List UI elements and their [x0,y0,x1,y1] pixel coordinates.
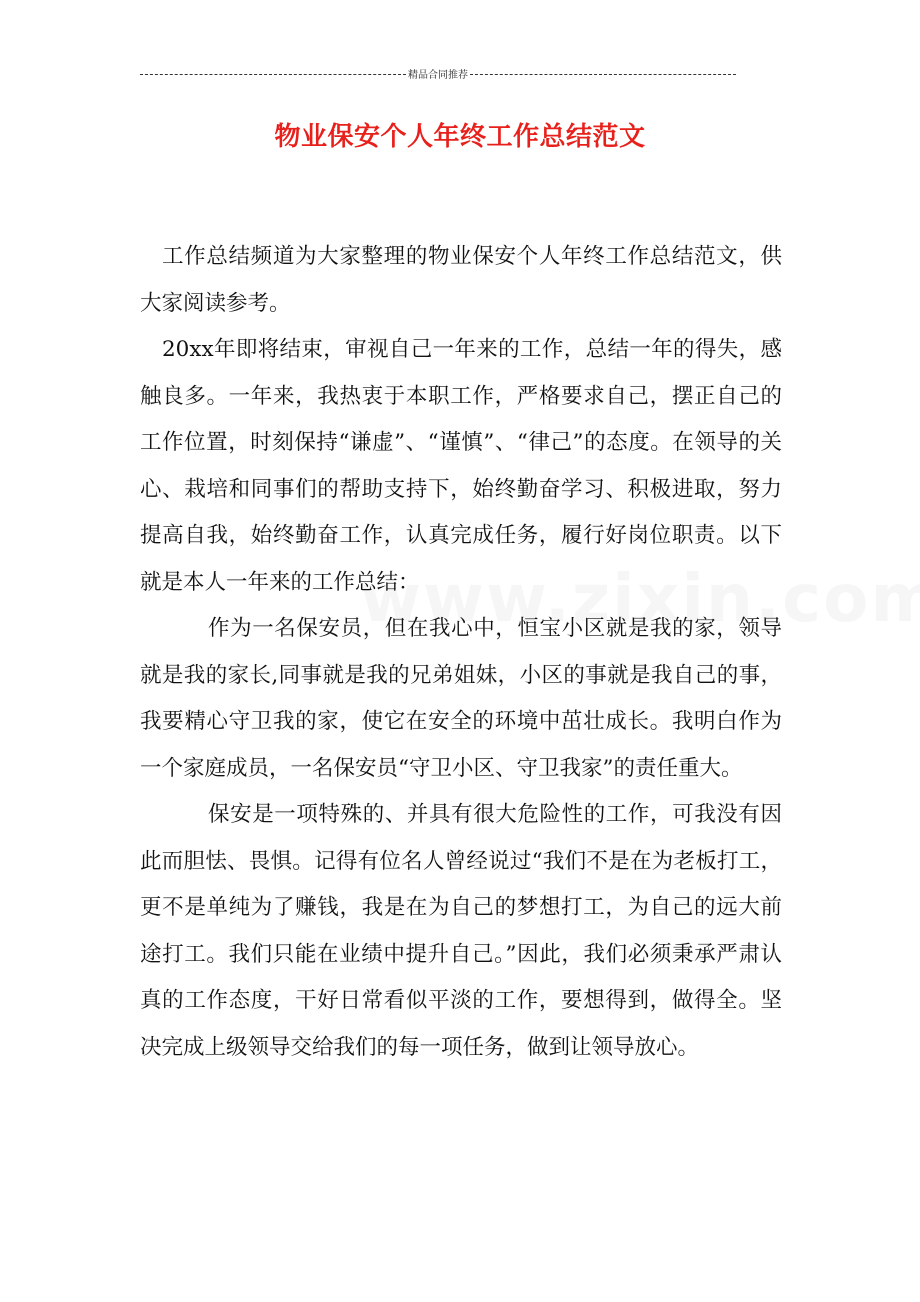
paragraph-role: 作为一名保安员，但在我心中，恒宝小区就是我的家，领导就是我的家长,同事就是我的兄弟姐妹，小区的事就是我自己的事，我要精心守卫我的家，使它在安全的环境中茁壮成长。我明白作为一个家庭成员，一名保安员“守卫小区、守卫我家”的责任重大。 [140,616,782,781]
page-header [140,66,736,81]
paragraph-overview: 20xx年即将结束，审视自己一年来的工作，总结一年的得失，感触良多。一年来，我热衷于本职工作，严格要求自己，摆正自己的工作位置，时刻保持“谦虚”、“谨慎”、“律己”的态度。在领导的关心、栽培和同事们的帮助支持下，始终勤奋学习、积极进取，努力提高自我，始终勤奋工作，认真完成任务，履行好岗位职责。以下就是本人一年来的工作总结： [140,337,782,595]
paragraph-duty: 保安是一项特殊的、并具有很大危险性的工作，可我没有因此而胆怯、畏惧。记得有位名人曾经说过“我们不是在为老板打工，更不是单纯为了赚钱，我是在为自己的梦想打工，为自己的远大前途打工。我们只能在业绩中提升自己。”因此，我们必须秉承严肃认真的工作态度，干好日常看似平淡的工作，要想得到，做得全。坚决完成上级领导交给我们的每一项任务，做到让领导放心。 [140,802,782,1060]
header-dash-left [140,74,406,75]
header-dash-right [470,74,736,75]
paragraph-intro: 工作总结频道为大家整理的物业保安个人年终工作总结范文，供大家阅读参考。 [140,244,782,316]
header-label: 精品合同推荐 [408,70,468,81]
document-title: 物业保安个人年终工作总结范文 [274,122,646,152]
document-body [140,234,782,1071]
